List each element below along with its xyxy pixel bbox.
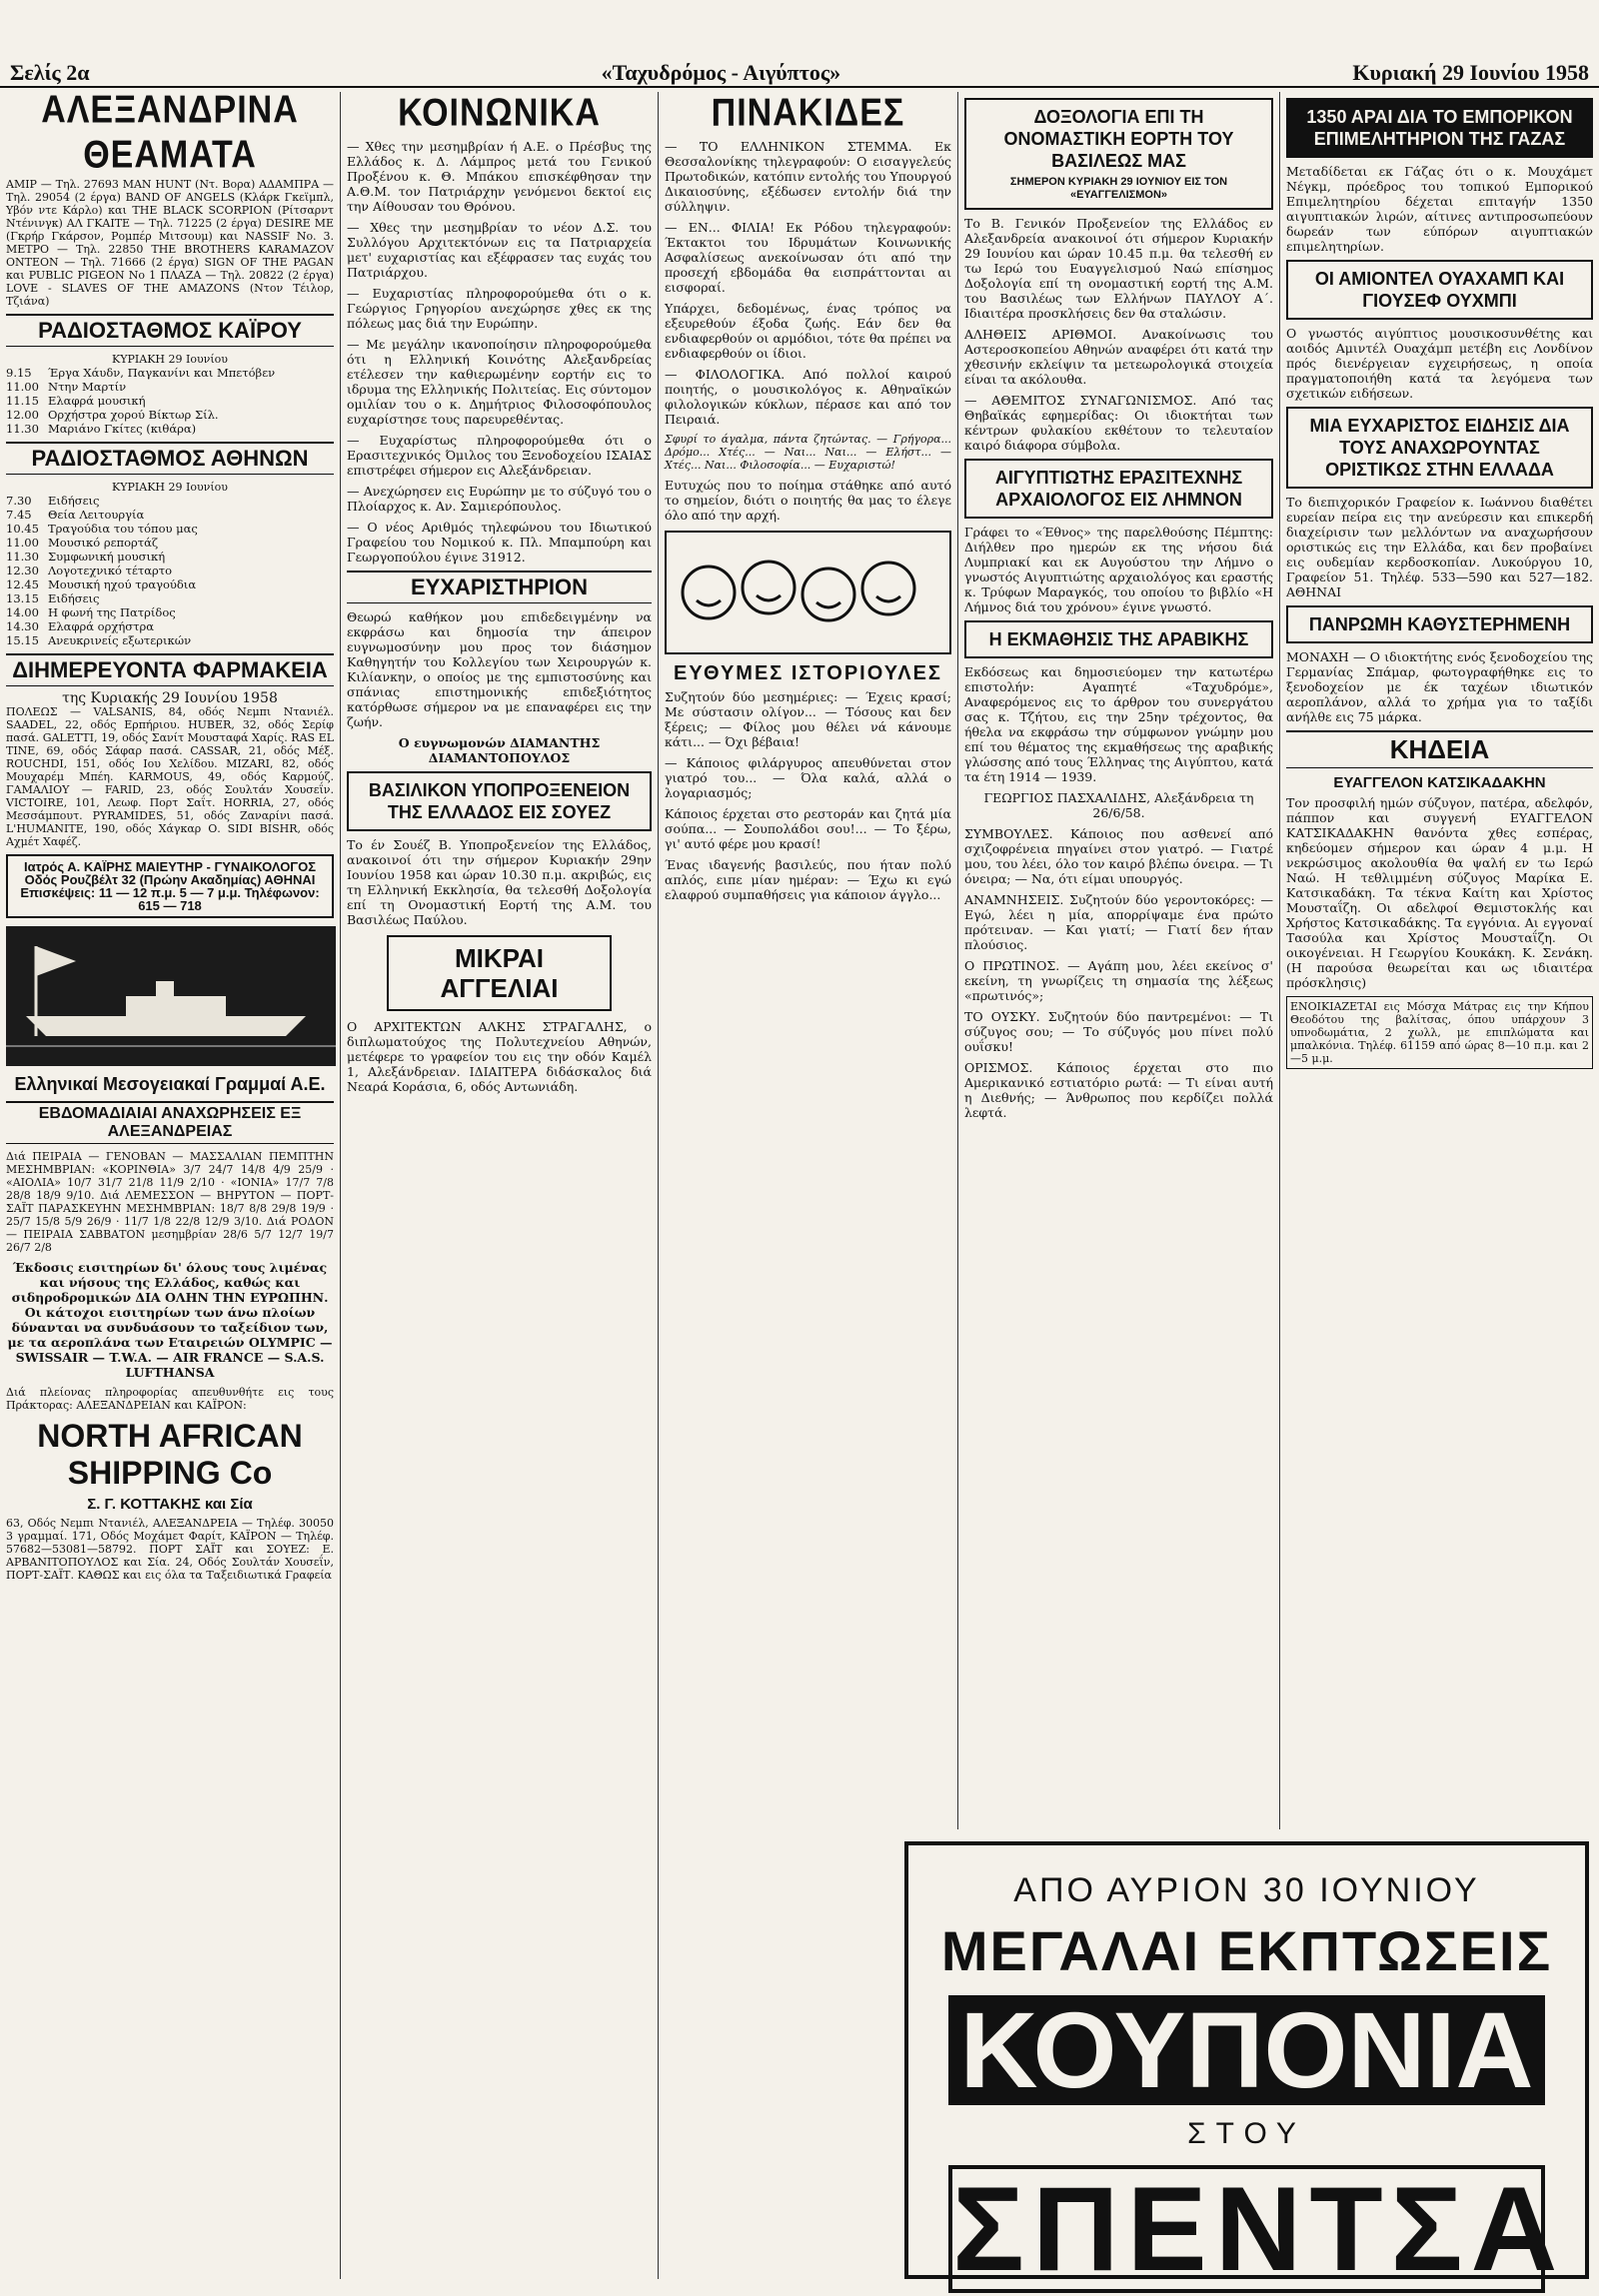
agent-name: NORTH AFRICAN SHIPPING Co: [37, 1418, 303, 1491]
story-2: — Κάποιος φιλάργυρος απευθύνεται στον γιατρό του... — Όλα καλά, αλλά ο λογαριασμός;: [665, 755, 951, 800]
joke-symvoules: ΣΥΜΒΟΥΛΕΣ. Κάποιος που ασθενεί από σχιζοφρένεια πηγαίνει στον γιατρό. — Γιατρέ μου, του λέει, όλο τον καιρό βλέπω όνειρα. — Τι όνειρα; — Να, ότι είμαι υπουργός.: [964, 826, 1273, 886]
late-text: ΜΟΝΑΧΗ — Ο ιδιοκτήτης ενός ξενοδοχείου της Γερμανίας Σπάμαρ, φωτογραφήθηκε εις το ξενοδοχείον με έκ ταχέων ιδιωτικόν αεροπλάνον, αλλά το χρήμα για το ταξίδι ανήλθε εις 75 μάρκα.: [1286, 649, 1593, 724]
arabic-signature: ΓΕΩΡΓΙΟΣ ΠΑΣΧΑΛΙΔΗΣ, Αλεξάνδρεια τη 26/6/58.: [983, 790, 1254, 820]
paper-name: «Ταχυδρόμος - Αιγύπτος»: [601, 60, 841, 85]
social-news-6: — Ανεχώρησεν εις Ευρώπην με το σύζυγό του ο Πλοίαρχος κ. Αν. Σαμιερόπουλος.: [347, 484, 652, 514]
radio-cairo-list: [6, 366, 334, 436]
greece-news-heading: ΜΙΑ ΕΥΧΑΡΙΣΤΟΣ ΕΙΔΗΣΙΣ ΔΙΑ ΤΟΥΣ ΑΝΑΧΩΡΟΥΝΤΑΣ ΟΡΙΣΤΙΚΩΣ ΣΤΗΝ ΕΛΛΑΔΑ: [1309, 416, 1570, 480]
joke-anamniseis: ΑΝΑΜΝΗΣΕΙΣ. Συζητούν δύο γεροντοκόρες: — Εγώ, λέει η μία, απορρίψαμε ένα πρώτο πρότειναν. — Και γιατί; — Γιατί δεν ήταν πλούσιος.: [964, 892, 1273, 952]
greece-news-text: Το διεπιχορικόν Γραφείον κ. Ιωάννου διαθέτει ευρείαν πείρα εις την ανεύρεσιν και επικερδή διαχείρισιν των μελλόντων να αναχωρήσουν οριστικώς εις την Ελλάδα, και δεν προβαίνει εις ουδεμίαν κερδοσκοπίαν. Λυκούργου 10, Γραφείον 51. Τηλέφ. 533—590 και 527—182. ΑΘΗΝΑΙ: [1286, 495, 1593, 599]
wahab-heading: ΟΙ ΑΜΙΟΝΤΕΛ ΟΥΑΧΑΜΠ ΚΑΙ ΓΙΟΥΣΕΦ ΟΥΧΜΠΙ: [1314, 269, 1565, 311]
arabic-text: Εκδόσεως και δημοσιεύομεν την κατωτέρω επιστολήν: Αγαπητέ «Ταχυδρόμε», Αναφερόμενος εις το άρθρον του συνεργάτου σας κ. Τζήτου, εις την 25ην τρέχοντος, θα ήθελα να εκφράσω την σύμφωνον γνώμην μου επί του θέματος της εκμαθήσεως της αραβικής γλώσσης από τους Έλληνας της Αιγύπτου, κατά τα έτη 1914 — 1939.: [964, 664, 1273, 784]
radio-cairo-day: ΚΥΡΙΑΚΗ 29 Ιουνίου: [112, 353, 228, 366]
column-1: [0, 92, 340, 2279]
wahab-box: [1286, 260, 1593, 320]
list-item: 9.15 Έργα Χάυδν, Παγκανίνι και Μπετόβεν: [6, 366, 276, 380]
social-news-1: — Χθες την μεσημβρίαν ή Α.Ε. ο Πρέσβυς της Ελλάδος κ. Δ. Λάμπρος μετά του Γενικού Προξένου κ. Θ. Μπάκου επισκέφθησαν την Α.Θ.Μ. τον Πατριάρχην γενόμενοι δεκτοί εις την Αίθουσαν του Θρόνου.: [347, 139, 652, 214]
list-item: 10.45 Τραγούδια του τόπου μας: [6, 522, 198, 536]
list-item: 12.45 Μουσική ηχού τραγούδια: [6, 577, 197, 591]
list-item: 7.45 Θεία Λειτουργία: [6, 508, 145, 522]
doxology-text: Το Β. Γενικόν Προξενείον της Ελλάδος εν Αλεξανδρεία ανακοινοί ότι σήμερον Κυριακήν 29 Ιουνίου και ώραν 10.45 π.μ. θα τελεσθή εν τω Ιερώ του Ευαγγελισμού Ναώ επίσημος Δοξολογία επί τη ονομαστική εορτή της Α.Μ. του Βασιλέως των Ελλήνων ΠΑΥΛΟΥ Α΄. Ιδιαιτέρα προσκλήσεις δεν θα σταλώσιν.: [964, 216, 1273, 321]
cartoon-banner: [665, 531, 951, 654]
embassy-heading: ΒΑΣΙΛΙΚΟΝ ΥΠΟΠΡΟΞΕΝΕΙΟΝ ΤΗΣ ΕΛΛΑΔΟΣ ΕΙΣ ΣΟΥΕΖ: [368, 780, 631, 822]
story-1: Συζητούν δύο μεσημέριες: — Έχεις κρασί; Με σύστασιν ολίγον... — Τόσους και δεν ξέρεις; — Φίλος μου θέλει νά κάνουμε κάτι... — Όχι βέβαια!: [665, 689, 951, 749]
notes-2: — ΕΝ... ΦΙΛΙΑ! Εκ Ρόδου τηλεγραφούν: Έκτακτοι του Ιδρυμάτων Κοινωνικής Ασφαλίσεως ανεκοίνωσαν ότι από την προσεχή εβδομάδα θα εισπράττονται αι εισφοραί.: [665, 220, 951, 295]
masthead: [0, 60, 1599, 88]
doxology-box: [964, 98, 1273, 210]
col4-article-2: — ΑΘΕΜΙΤΟΣ ΣΥΝΑΓΩΝΙΣΜΟΣ. Από τας Θηβαϊκάς εφημερίδας: Οι ιδιοκτήται των κέντρων φυλακίου εκθέτουν το τελευταίον καιρό διάφορα σύμβολα.: [964, 393, 1273, 453]
column-2: [340, 92, 658, 2279]
notes-5: Ευτυχώς που το ποίημα στάθηκε από αυτό το σημείον, διότι ο ποιητής θα μας το έλεγε όλο από την αρχή.: [665, 478, 951, 523]
thanks-signature: Ο ευγνωμονών ΔΙΑΜΑΝΤΗΣ ΔΙΑΜΑΝΤΟΠΟΥΛΟΣ: [398, 735, 601, 765]
issue-date: Κυριακή 29 Ιουνίου 1958: [1352, 60, 1589, 85]
arabic-box: [964, 620, 1273, 658]
thanks-title: ΕΥΧΑΡΙΣΤΗΡΙΟΝ: [347, 571, 652, 603]
joke-orismos: ΟΡΙΣΜΟΣ. Κάποιος έρχεται στο πιο Αμερικανικό εστιατόριο ρωτά: — Τι είναι αυτή η Διεθνής; — Άνθρωπος που κερδίζει πολλά λεφτά.: [964, 1060, 1273, 1120]
story-3: Κάποιος έρχεται στο ρεστοράν και ζητά μία σούπα... — Σουπολάδοι σου!... — Το ξέρω, γι' αυτό φέρε μου κρασί!: [665, 806, 951, 851]
cartoon-caption: ΕΥΘΥΜΕΣ ΙΣΤΟΡΙΟΥΛΕΣ: [674, 662, 942, 684]
obituary-title: ΚΗΔΕΙΑ: [1286, 730, 1593, 768]
notes-3: Υπάρχει, δεδομένως, ένας τρόπος να εξευρεθούν έξοδα ζωής. Εάν δεν θα ενδιαφερθούν οι αρμόδιοι, τότε θα πρέπει να ενδιαφερθούν οι ίδιοι.: [665, 301, 951, 361]
doctor-ad-text: Ιατρός Α. ΚΑΪΡΗΣ ΜΑΙΕΥΤΗΡ - ΓΥΝΑΙΚΟΛΟΓΟΣ Οδός Ρουζβέλτ 32 (Πρώην Ακαδημίας) ΑΘΗΝΑΙ Επισκέψεις: 11 — 12 π.μ. 5 — 7 μ.μ. Τηλέφωνον: 615 — 718: [20, 859, 320, 913]
agent-intro: Διά πλείονας πληροφορίας απευθυνθήτε εις τους Πράκτορας: ΑΛΕΞΑΝΔΡΕΙΑΝ και ΚΑΪΡΟΝ:: [6, 1386, 334, 1412]
radio-athens-day: ΚΥΡΙΑΚΗ 29 Ιουνίου: [112, 481, 228, 494]
gaza-heading: 1350 ΑΡΑΙ ΔΙΑ ΤΟ ΕΜΠΟΡΙΚΟΝ ΕΠΙΜΕΛΗΤΗΡΙΟΝ ΤΗΣ ΓΑΖΑΣ: [1306, 107, 1573, 149]
ship-icon: [6, 926, 336, 1066]
classifieds-text: Ο ΑΡΧΙΤΕΚΤΩΝ ΑΛΚΗΣ ΣΤΡΑΓΑΛΗΣ, ο διπλωματούχος της Πολυτεχνείου Αθηνών, μετέφερε το γραφείον του εις την οδόν Καμέλ 1, Αλεξάνδρειαν. ΙΔΙΑΙΤΕΡΑ διδάσκαλος διά Νεαρά Κοράσια, 6, οδός Αντωνιάδη.: [347, 1019, 652, 1094]
column-1-title: ΑΛΕΞΑΝΔΡΙΝΑ ΘΕΑΜΑΤΑ: [41, 92, 299, 177]
list-item: 14.30 Ελαφρά ορχήστρα: [6, 619, 154, 633]
embassy-text: Το έν Σουέζ Β. Υποπροξενείον της Ελλάδος, ανακοινοί ότι την σήμερον Κυριακήν 29ην Ιουνίου 1958 και ώραν 10.30 π.μ. ακριβώς, εις τη Ελληνική Εκκλησία, θα τελεσθή Δοξολογία επί τη Ονομαστική Εορτή της Α.Μ. του Βασιλέως Παύλου.: [347, 837, 652, 927]
social-news-2: — Χθες την μεσημβρίαν το νέον Δ.Σ. του Συλλόγου Αρχιτεκτόνων εις τα Πατριαρχεία μετ' ευχαριστίας και εξέφρασεν τας ευχάς του Πατριάρχου.: [347, 220, 652, 280]
gaza-box: [1286, 98, 1593, 158]
doctor-ad: [6, 854, 334, 918]
social-news-7: — Ο νέος Αριθμός τηλεφώνου του Ιδιωτικού Γραφείου του Νομικού κ. Πλ. Μπαμπούρη και Γεωργοπούλου έγινε 31912.: [347, 520, 652, 565]
list-item: 12.30 Λογοτεχνικό τέταρτο: [6, 564, 173, 577]
list-item: 13.15 Ειδήσεις: [6, 591, 100, 605]
ship-illustration: [6, 926, 334, 1066]
list-item: 11.15 Ελαφρά μουσική: [6, 394, 146, 408]
list-item: 11.30 Μαριάνο Γκίτες (κιθάρα): [6, 422, 197, 436]
list-item: 11.00 Ντην Μαρτίν: [6, 380, 127, 394]
story-4: Ένας ιδαγενής βασιλεύς, που ήταν πολύ απλός, ειπε μίαν ημέραν: — Έχω κι εγώ ελαφρού συμπαθήσεις για κάποιον άγγλο...: [665, 857, 951, 902]
list-item: 11.30 Συμφωνική μουσική: [6, 550, 166, 564]
obituary-name: ΕΥΑΓΓΕΛΟΝ ΚΑΤΣΙΚΑΔΑΚΗΝ: [1333, 774, 1546, 791]
shipping-weekly-title: ΕΒΔΟΜΑΔΙΑΙΑΙ ΑΝΑΧΩΡΗΣΕΙΣ ΕΞ ΑΛΕΞΑΝΔΡΕΙΑΣ: [6, 1101, 334, 1144]
wahab-text: Ο γνωστός αιγύπτιος μουσικοσυνθέτης και αοιδός Αμιντέλ Ουαχάμπ μετέβη εις Λονδίνον πρός διενέργειαν εγχειρήσεως, η οποία πραγματοποιήθη κατά τα λεγόμενα των σχετικών ειδήσεων.: [1286, 326, 1593, 401]
column-5: [1279, 92, 1599, 1829]
late-heading: ΠΑΝΡΩΜΗ ΚΑΘΥΣΤΕΡΗΜΕΝΗ: [1308, 614, 1571, 634]
promo-sale: ΜΕΓΑΛΑΙ ΕΚΠΤΩΣΕΙΣ: [940, 1919, 1553, 1982]
list-item: 15.15 Ανευκρινείς εξωτερικών: [6, 633, 192, 647]
archaeologist-heading: ΑΙΓΥΠΤΙΩΤΗΣ ΕΡΑΣΙΤΕΧΝΗΣ ΑΡΧΑΙΟΛΟΓΟΣ ΕΙΣ ΛΗΜΝΟΝ: [994, 468, 1243, 510]
social-news-4: — Με μεγάλην ικανοποίησιν πληροφορούμεθα ότι η Ελληνική Κοινότης Αλεξανδρείας ετέλεσεν την καθιερωμένην εορτήν εις το ιδρυμα της Ελληνικής Πολιτείας. Εις σύντομον ομιλίαν του ο κ. Δημήτριος Φιλοσοφόπουλος ευχαρίστησε τους παρευρεθέντας.: [347, 337, 652, 427]
cinema-listings: ΑΜΙΡ — Τηλ. 27693 MAN HUNT (Ντ. Βορα) ΑΔΑΜΠΡΑ — Τηλ. 29054 (2 έργα) BAND OF ANGELS (Κλάρκ Γκεϊμπλ, Υβόν ντε Κάρλο) και THE BLACK SCORPION (Ρίτσαρντ Ντένινγκ) ΑΛ ΓΚΑΙΤΕ — Τηλ. 71225 (2 έργα) DESIRE ME (Γκρήρ Γκάρσον, Ρομπέρ Μιτσουμ) και NASSIF No. 3. ΜΕΤΡΟ — Τηλ. 22850 THE BROTHERS KARAMAZOV ΟΝΤΕΟΝ — Τηλ. 71666 (2 έργα) SIGN OF THE PAGAN και PUBLIC PIGEON No 1 ΠΛΑΖΑ — Τηλ. 20822 (2 έργα) LOVE - SLAVES OF THE AMAZONS (Ντον Τέιλορ, Τζιάνα): [6, 178, 334, 308]
greece-news-box: [1286, 407, 1593, 489]
joke-ousi: ΤΟ ΟΥΣΚΥ. Συζητούν δύο παντρεμένοι: — Τι σύζυγος σου; — Το σύζυγός μου πίνει πολύ ουΐσκυ!: [964, 1009, 1273, 1054]
promo-at: ΣΤΟΥ: [1187, 2117, 1306, 2150]
list-item: 11.00 Μουσικό ρεπορτάζ: [6, 536, 159, 550]
thanks-text: Θεωρώ καθήκον μου επιδεδειγμένην να εκφράσω και δημοσία την άπειρον ευγνωμοσύνην μου προς τον διάσημον Καθηγητήν του Κολλεγίου των Χειρουργών κ. Κιλίανκην, ο οποίος με της εμπιστοσύνης και σπάνιας επιστημονικής επιδεξιότητος κατόρθωσε σήμερον να με επαναφέρει εις την ζωήν.: [347, 609, 652, 729]
doxology-heading: ΔΟΞΟΛΟΓΙΑ ΕΠΙ ΤΗ ΟΝΟΜΑΣΤΙΚΗ ΕΟΡΤΗ ΤΟΥ ΒΑΣΙΛΕΩΣ ΜΑΣ: [1003, 107, 1234, 171]
pharmacy-list: ΠΟΛΕΩΣ — VALSANIS, 84, οδός Νεμπι Ντανιέλ. SAADEL, 22, οδός Ερπήριου. HUBER, 32, οδός Σερίφ πασά. GALETTI, 19, οδός Σανίτ Μουσταφά Χαρίς. RAS EL TINE, 69, οδός Σάφαρ πασά. CASSAR, 21, οδός Μέξ. ROUCHDI, 151, οδός Ιου Χελίδου. MIZARI, 82, οδός Μουχαρέμ Μπέη. KARMOUS, 49, οδός Καρμούζ. ΓΑΜΑΛΙΟΥ — FARID, 23, οδός Σουλτάν Χουσεΐν. VICTOIRE, 101, Λεωφ. Πορτ Σαΐτ. HORRIA, 27, οδός Μεσσάμπουτ. PYRAMIDES, 51, οδός Ζαναρίνι πασά. L'HUMANITE, 190, οδός Χάγκαρ Ο. SIDI BISHR, οδός Αχμέτ Χαφέζ.: [6, 705, 334, 848]
late-box: [1286, 605, 1593, 643]
promo-date: ΑΠΟ ΑΥΡΙΟΝ 30 ΙΟΥΝΙΟΥ: [1013, 1871, 1480, 1909]
radio-cairo-title: ΡΑΔΙΟΣΤΑΘΜΟΣ ΚΑΪΡΟΥ: [6, 314, 334, 347]
embassy-box: [347, 771, 652, 831]
obituary-text: Τον προσφιλή ημών σύζυγον, πατέρα, αδελφόν, πάππον και συγγενή ΕΥΑΓΓΕΛΟΝ ΚΑΤΣΙΚΑΔΑΚΗΝ θανόντα χθες εσπέρας, κηδεύομεν σήμερον και ώραν 4 μ.μ. Η νεκρώσιμος ακολουθία θα ψαλή εν τω Ιερώ Ναώ. Η τεθλιμμένη σύζυγος Μαρίκα Ε. Κατσικαδάκη. Τα τέκνα Καίτη και Χρίστος Μουσταΐζη. Οι αδελφοί Θεμιστοκλής και Χρήστος Κατσικαδάκης. Τα εγγόνια. Αι εγγοναί Τασούλα και Χρίστος Μουσταΐζη. Οι οικογένειαι. Η Γεωργίου Κουκάκη. Κ. Σενάκη. (Η παρούσα θεωρείται και ως ιδιαιτέρα πρόσκλησις): [1286, 795, 1593, 990]
agent-subname: Σ. Γ. ΚΟΤΤΑΚΗΣ και Σία: [87, 1496, 253, 1513]
doxology-subheading: ΣΗΜΕΡΟΝ ΚΥΡΙΑΚΗ 29 ΙΟΥΝΙΟΥ ΕΙΣ ΤΟΝ «ΕΥΑΓΓΕΛΙΣΜΟΝ»: [1009, 176, 1228, 201]
rent-ad: ΕΝΟΙΚΙΑΖΕΤΑΙ εις Μόσχα Μάτρας εις την Κήπου Θεοδότου της βαλίτσας, όπου υπάρχουν 3 υπνοδωμάτια, 2 χωλλ, με επιπλώματα και μπαλκόνια. Τηλέφ. 61159 από ώρας 8—10 π.μ. και 2—5 μ.μ.: [1286, 996, 1593, 1069]
list-item: 12.00 Ορχήστρα χορού Βίκτωρ Σίλ.: [6, 408, 219, 422]
column-4: [957, 92, 1279, 1829]
list-item: 7.30 Ειδήσεις: [6, 494, 100, 508]
radio-athens-title: ΡΑΔΙΟΣΤΑΘΜΟΣ ΑΘΗΝΩΝ: [6, 442, 334, 475]
notes-1: — ΤΟ ΕΛΛΗΝΙΚΟΝ ΣΤΕΜΜΑ. Εκ Θεσσαλονίκης τηλεγραφούν: Ο εισαγγελεύς Πρωτοδικών, κατόπιν εντολής του Υπουργού Δικαιοσύνης, εξέδωσεν εντολήν διά την σύλληψιν.: [665, 139, 951, 214]
shipping-excursions: Έκδοσις εισιτηρίων δι' όλους τους λιμένας και νήσους της Ελλάδος, καθώς και σιδηροδρομικών ΔΙΑ ΟΛΗΝ ΤΗΝ ΕΥΡΩΠΗΝ. Οι κάτοχοι εισιτηρίων των άνω πλοίων δύνανται να συνδυάσουν το ταξείδιον των, με τα αεροπλάνα των Εταιρειών OLYMPIC — SWISSAIR — T.W.A. — AIR FRANCE — S.A.S. LUFTHANSA: [7, 1260, 333, 1380]
notes-4: — ΦΙΛΟΛΟΓΙΚΑ. Από πολλοί καιρού ποιητής, ο μουσικολόγος κ. Αθηναϊκών φιλολογικών κύκλων, πέρασε και από τον Πειραιά.: [665, 367, 951, 427]
pharmacy-subtitle: της Κυριακής 29 Ιουνίου 1958: [62, 690, 278, 706]
social-news-5: — Ευχαρίστως πληροφορούμεθα ότι ο Ερασιτεχνικός Όμιλος του Ξενοδοχείου ΙΣΑΙΑΣ επιστρέφει σήμερον εις Αλεξάνδρειαν.: [347, 433, 652, 478]
coupons-advertisement: [904, 1841, 1589, 2296]
classifieds-box: [387, 935, 612, 1011]
joke-protinos: Ο ΠΡΩΤΙΝΟΣ. — Αγάπη μου, λέει εκείνος σ' εκείνη, τη γνωρίζεις τη σημασία της λέξεως «πρωτινός»;: [964, 958, 1273, 1003]
radio-athens-list: [6, 494, 334, 647]
notes-dialogue: Σφυρί το άγαλμα, πάντα ζητώντας. — Γρήγορα... Δρόμο... Χτές... — Ναι... Ναι... — Ελήστ... — Χτές... Ναι... Φιλοσοφία... — Ευχαριστώ!: [665, 433, 951, 472]
shipping-routes: Διά ΠΕΙΡΑΙΑ — ΓΕΝΟΒΑΝ — ΜΑΣΣΑΛΙΑΝ ΠΕΜΠΤΗΝ ΜΕΣΗΜΒΡΙΑΝ: «ΚΟΡΙΝΘΙΑ» 3/7 24/7 14/8 4/9 25/9 · «ΑΙΟΛΙΑ» 10/7 31/7 21/8 11/9 2/10 · «ΙΟΝΙΑ» 17/7 7/8 28/8 18/9 9/10. Διά ΛΕΜΕΣΣΟΝ — ΒΗΡΥΤΟΝ — ΠΟΡΤ-ΣΑΪΤ ΠΑΡΑΣΚΕΥΗΝ ΜΕΣΗΜΒΡΙΑΝ: 18/7 8/8 29/8 19/9 · 25/7 15/8 5/9 26/9 · 11/7 1/8 22/8 12/9 3/10. Διά ΡΟΔΟΝ — ΠΕΙΡΑΙΑ ΣΑΒΒΑΤΟΝ μεσημβρίαν 28/6 5/7 12/7 19/7 26/7 2/8: [6, 1150, 334, 1254]
agent-addresses: 63, Οδός Νεμπι Ντανιέλ, ΑΛΕΞΑΝΔΡΕΙΑ — Τηλέφ. 30050 3 γραμμαί. 171, Οδός Μοχάμετ Φαρίτ, ΚΑΪΡΟΝ — Τηλέφ. 57682—53081—58792. ΠΟΡΤ ΣΑΪΤ και ΣΟΥΕΖ: Ε. ΑΡΒΑΝΙΤΟΠΟΥΛΟΣ και Σία. 24, Οδός Σουλτάν Χουσεΐν, ΠΟΡΤ-ΣΑΪΤ. ΚΑΘΩΣ και εις όλα τα Ταξειδιωτικά Γραφεία: [6, 1517, 334, 1582]
archaeologist-text: Γράφει το «Έθνος» της παρελθούσης Πέμπτης: Διήλθεν προ ημερών εκ της νήσου διά Λυμπριακί και εκ Αυγούστου την Λήμνο ο γνωστός Αιγυπτιώτης αρχαιολόγος και εραστής κ. Τρύφων Μαραγκός, του οποίου το βιβλίο «Η Λήμνος διά του χρόνου» έγινε γνωστό.: [964, 525, 1273, 614]
column-2-title: ΚΟΙΝΩΝΙΚΑ: [398, 92, 601, 135]
column-3-title: ΠΙΝΑΚΙΔΕΣ: [711, 92, 905, 135]
social-news-3: — Ευχαριστίας πληροφορούμεθα ότι ο κ. Γεώργιος Γρηγορίου ανεχώρησε χθες εκ της πόλεως μας διά την Ευρώπην.: [347, 286, 652, 331]
col4-article-1: ΑΛΗΘΕΙΣ ΑΡΙΘΜΟΙ. Ανακοίνωσις του Αστεροσκοπείου Αθηνών αναφέρει ότι κατά την χθεσινήν εκλείψιν τα μετεωρολογικά στοιχεία είναι τα ακόλουθα.: [964, 327, 1273, 387]
page-label: Σελίς 2α: [10, 60, 90, 85]
shipping-line-title: Ελληνικαί Μεσογειακαί Γραμμαί Α.Ε.: [14, 1074, 326, 1094]
promo-coupons: ΚΟΥΠΟΝΙΑ: [948, 1995, 1545, 2105]
cartoon-faces-icon: [669, 543, 948, 642]
list-item: 14.00 Η φωνή της Πατρίδος: [6, 605, 176, 619]
promo-store: ΣΠΕΝΤΣΑ: [948, 2165, 1545, 2293]
classifieds-title: ΜΙΚΡΑΙ ΑΓΓΕΛΙΑΙ: [440, 943, 559, 1003]
archaeologist-box: [964, 459, 1273, 519]
pharmacy-title: ΔΙΗΜΕΡΕΥΟΝΤΑ ΦΑΡΜΑΚΕΙΑ: [6, 653, 334, 686]
gaza-text: Μεταδίδεται εκ Γάζας ότι ο κ. Μουχάμετ Νέγκμ, πρόεδρος του τοπικού Εμπορικού Επιμελητηρίου δέχεται επιταγήν 1350 αιγυπτιακών λιρών, αίτινες αντιπροσωπεύουν δωρεάν των εύπόρων αιγυπτιακών επιμελητηρίων.: [1286, 164, 1593, 254]
arabic-heading: Η ΕΚΜΑΘΗΣΙΣ ΤΗΣ ΑΡΑΒΙΚΗΣ: [988, 629, 1249, 649]
